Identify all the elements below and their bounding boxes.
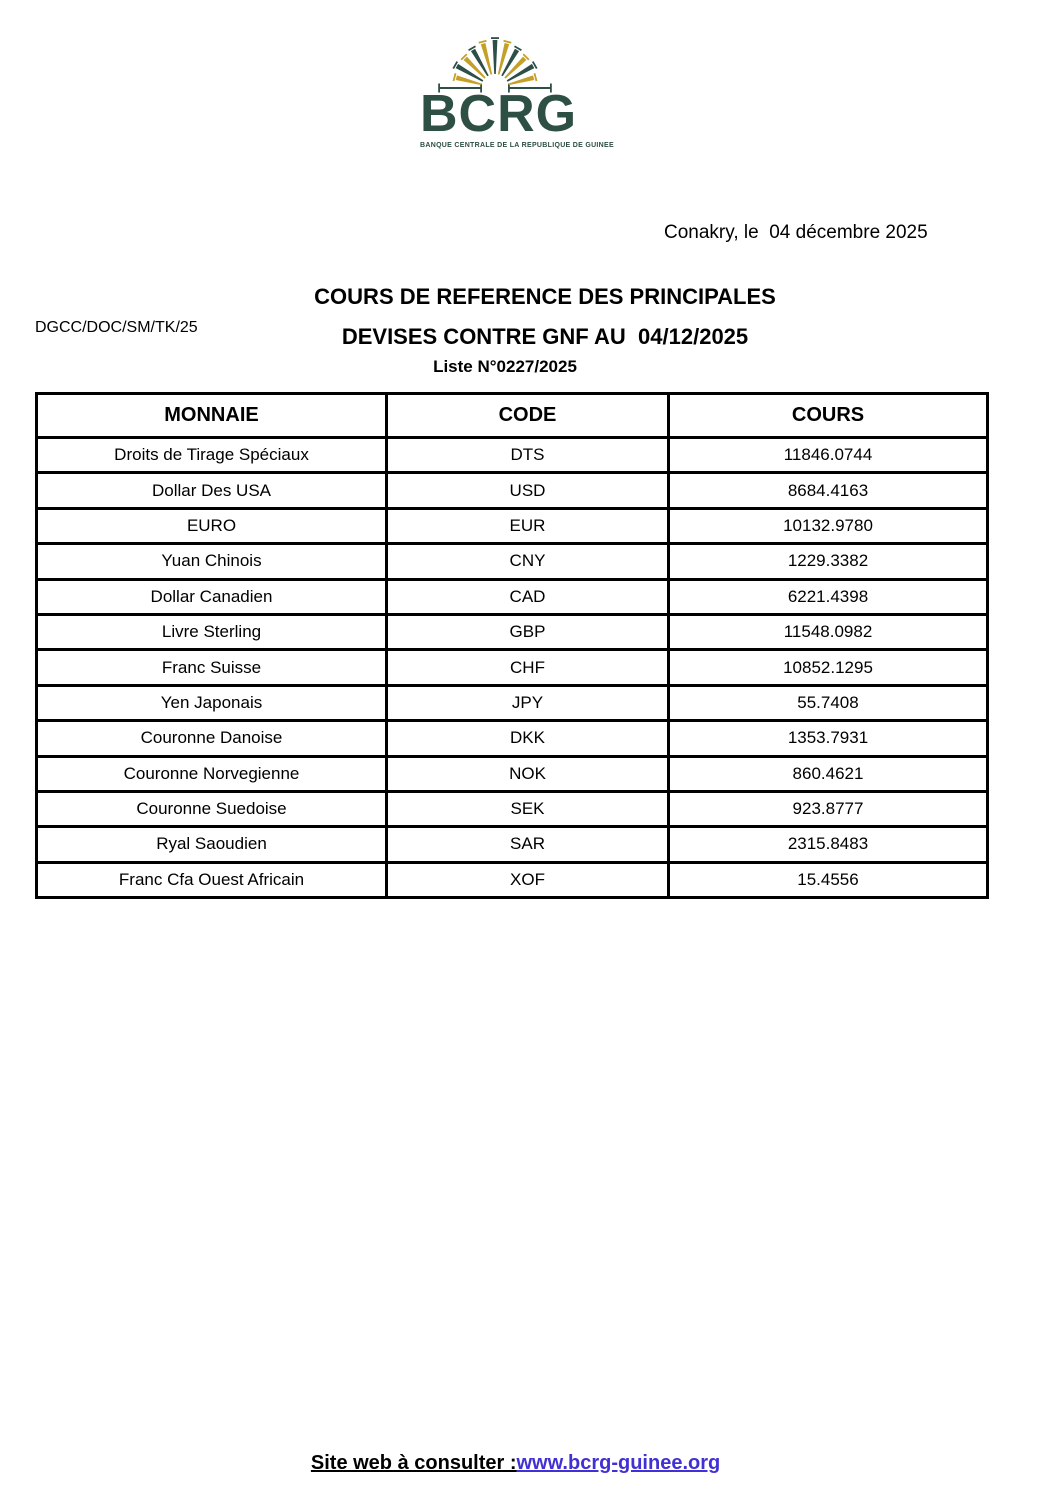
column-header-cours: COURS <box>669 394 988 438</box>
column-header-code: CODE <box>387 394 669 438</box>
cell-code: XOF <box>387 862 669 897</box>
cell-code: USD <box>387 473 669 508</box>
cell-monnaie: Couronne Danoise <box>37 721 387 756</box>
document-reference: DGCC/DOC/SM/TK/25 <box>35 319 198 336</box>
table-row <box>37 544 988 579</box>
cell-monnaie: Yen Japonais <box>37 685 387 720</box>
cell-code: CAD <box>387 579 669 614</box>
cell-monnaie: Franc Suisse <box>37 650 387 685</box>
cell-monnaie: Dollar Canadien <box>37 579 387 614</box>
cell-monnaie: Couronne Norvegienne <box>37 756 387 791</box>
table-row <box>37 827 988 862</box>
title-line-2: DEVISES CONTRE GNF AU 04/12/2025 <box>341 324 749 349</box>
website-link[interactable]: www.bcrg-guinee.org <box>516 1452 721 1474</box>
cell-monnaie: Franc Cfa Ouest Africain <box>37 862 387 897</box>
cell-monnaie: Dollar Des USA <box>37 473 387 508</box>
cell-monnaie: Yuan Chinois <box>37 544 387 579</box>
table-row <box>37 614 988 649</box>
footer-label: Site web à consulter : <box>310 1452 517 1474</box>
cell-cours: 8684.4163 <box>669 473 988 508</box>
cell-cours: 860.4621 <box>669 756 988 791</box>
cell-cours: 923.8777 <box>669 791 988 826</box>
cell-cours: 1229.3382 <box>669 544 988 579</box>
logo-acronym: BCRG <box>420 85 578 143</box>
cell-cours: 15.4556 <box>669 862 988 897</box>
table-row <box>37 862 988 897</box>
cell-code: DTS <box>387 438 669 473</box>
table-row <box>37 473 988 508</box>
cell-code: SAR <box>387 827 669 862</box>
list-number: Liste N°0227/2025 <box>433 357 577 376</box>
table-row <box>37 756 988 791</box>
rates-table-body <box>37 438 988 898</box>
cell-code: SEK <box>387 791 669 826</box>
document-title <box>35 284 1055 350</box>
table-row <box>37 508 988 543</box>
cell-cours: 10852.1295 <box>669 650 988 685</box>
cell-code: NOK <box>387 756 669 791</box>
table-row <box>37 721 988 756</box>
rates-table <box>35 392 986 899</box>
cell-cours: 1353.7931 <box>669 721 988 756</box>
title-line-1: COURS DE REFERENCE DES PRINCIPALES <box>314 284 776 309</box>
cell-monnaie: Ryal Saoudien <box>37 827 387 862</box>
cell-cours: 6221.4398 <box>669 579 988 614</box>
column-header-monnaie: MONNAIE <box>37 394 387 438</box>
cell-code: CHF <box>387 650 669 685</box>
cell-code: JPY <box>387 685 669 720</box>
cell-monnaie: Couronne Suedoise <box>37 791 387 826</box>
cell-monnaie: Livre Sterling <box>37 614 387 649</box>
cell-cours: 11548.0982 <box>669 614 988 649</box>
cell-code: DKK <box>387 721 669 756</box>
cell-code: CNY <box>387 544 669 579</box>
table-row <box>37 791 988 826</box>
cell-monnaie: EURO <box>37 508 387 543</box>
table-row <box>37 685 988 720</box>
cell-code: GBP <box>387 614 669 649</box>
cell-monnaie: Droits de Tirage Spéciaux <box>37 438 387 473</box>
sunburst-rays-icon <box>435 26 555 94</box>
footer <box>0 1429 1020 1475</box>
cell-cours: 2315.8483 <box>669 827 988 862</box>
cell-cours: 55.7408 <box>669 685 988 720</box>
cell-cours: 11846.0744 <box>669 438 988 473</box>
bcrg-logo <box>420 26 614 149</box>
table-row <box>37 438 988 473</box>
table-row <box>37 650 988 685</box>
logo-tagline: BANQUE CENTRALE DE LA REPUBLIQUE DE GUINEE <box>420 142 614 149</box>
place-date: Conakry, le 04 décembre 2025 <box>664 222 928 243</box>
list-number-wrap <box>0 357 1010 377</box>
table-header-row <box>37 394 988 438</box>
table-row <box>37 579 988 614</box>
cell-code: EUR <box>387 508 669 543</box>
cell-cours: 10132.9780 <box>669 508 988 543</box>
